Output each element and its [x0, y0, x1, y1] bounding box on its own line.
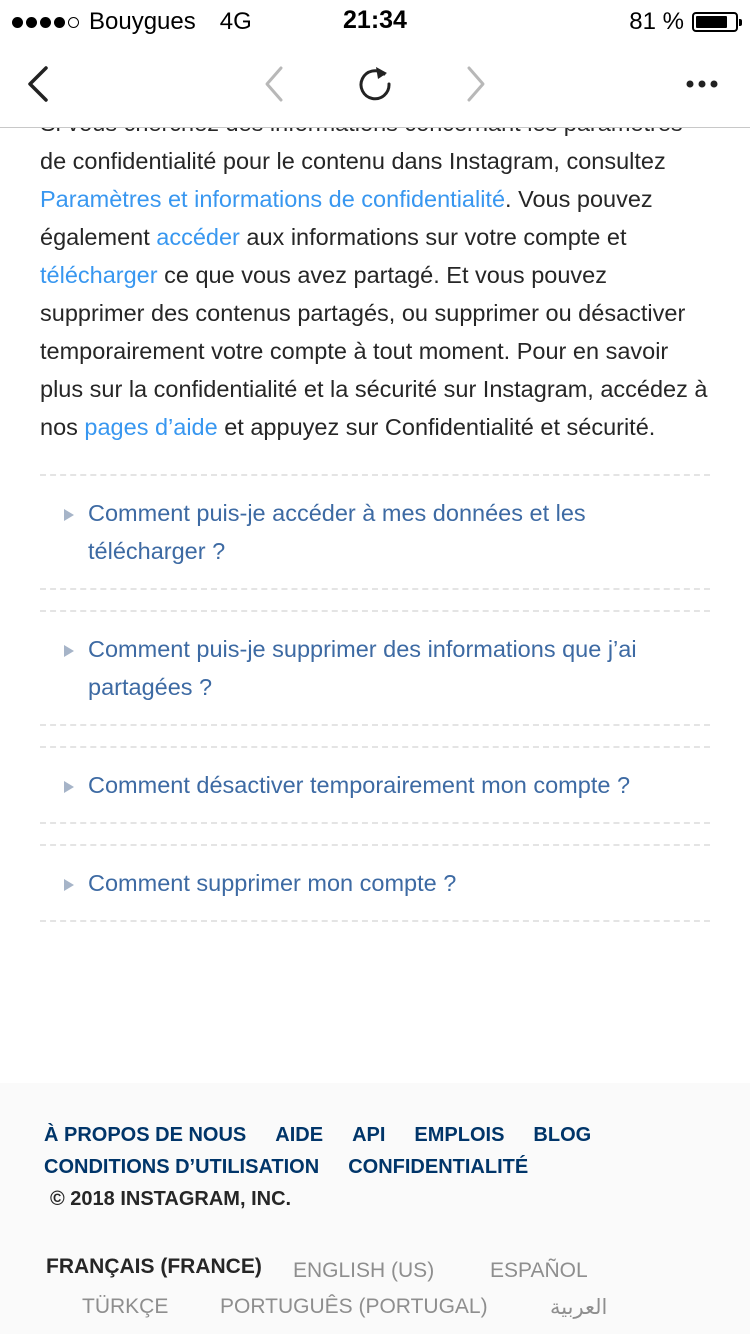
- more-button[interactable]: [672, 54, 732, 114]
- reload-icon: [354, 63, 396, 105]
- battery-percent: 81 %: [629, 8, 684, 35]
- footer-link-api[interactable]: API: [352, 1124, 386, 1146]
- link-privacy-settings[interactable]: Paramètres et informations de confidentialité: [40, 186, 506, 212]
- triangle-right-icon: [64, 645, 74, 657]
- faq-question: Comment puis-je supprimer des informations que j’ai partagées ?: [88, 636, 637, 700]
- link-download-data[interactable]: télécharger: [40, 262, 158, 288]
- footer-link-terms[interactable]: CONDITIONS D’UTILISATION: [44, 1156, 320, 1178]
- browser-nav-bar: [0, 40, 750, 128]
- footer-links-row: [44, 1119, 724, 1183]
- link-access-data[interactable]: accéder: [156, 224, 240, 250]
- lang-turkish[interactable]: TÜRKÇE: [82, 1295, 169, 1318]
- language-row: [46, 1291, 726, 1327]
- page-forward-button[interactable]: [445, 54, 505, 114]
- status-right: [629, 8, 738, 36]
- status-time: 21:34: [343, 6, 407, 34]
- battery-level: [696, 16, 727, 28]
- arrow-left-icon: [255, 64, 295, 104]
- faq-item-delete-info[interactable]: [40, 610, 710, 726]
- privacy-paragraph: de confidentialité pour le contenu dans Instagram, consultez Paramètres et informations de confidentialité. Vous pouvez également accéder aux informations sur votre compte et télécharger ce que vous avez partagé. Et vous pouvez supprimer des contenus partagés, ou supprimer ou désactiver temporairement votre compte à tout moment. Pour en savoir plus sur la confidentialité et la sécurité sur Instagram, accédez à nos pages d’aide et appuyez sur Confidentialité et sécurité.: [40, 148, 708, 440]
- chevron-left-icon: [20, 64, 60, 104]
- lang-arabic[interactable]: العربية: [550, 1296, 608, 1319]
- triangle-right-icon: [64, 879, 74, 891]
- back-button[interactable]: [10, 54, 70, 114]
- battery-icon: [692, 12, 738, 32]
- more-icon: [682, 64, 722, 104]
- faq-item-delete-account[interactable]: [40, 844, 710, 922]
- triangle-right-icon: [64, 509, 74, 521]
- reload-button[interactable]: [345, 54, 405, 114]
- carrier-name: Bouygues: [89, 8, 196, 35]
- lang-spanish[interactable]: ESPAÑOL: [490, 1259, 588, 1282]
- link-help-pages[interactable]: pages d’aide: [84, 414, 218, 440]
- footer-link-help[interactable]: AIDE: [275, 1124, 324, 1146]
- faq-item-access-download[interactable]: [40, 474, 710, 590]
- status-bar: [0, 0, 750, 40]
- faq-list: [40, 474, 710, 922]
- faq-question: Comment désactiver temporairement mon compte ?: [88, 772, 631, 798]
- faq-item-deactivate[interactable]: [40, 746, 710, 824]
- faq-question: Comment puis-je accéder à mes données et les télécharger ?: [88, 500, 586, 564]
- language-selector: [46, 1255, 726, 1327]
- footer-link-about[interactable]: À PROPOS DE NOUS: [44, 1124, 247, 1146]
- network-type: 4G: [219, 8, 252, 35]
- footer-link-jobs[interactable]: EMPLOIS: [414, 1124, 505, 1146]
- lang-french[interactable]: FRANÇAIS (FRANCE): [46, 1255, 262, 1278]
- language-row: [46, 1255, 726, 1291]
- lang-portuguese[interactable]: PORTUGUÊS (PORTUGAL): [220, 1295, 488, 1318]
- triangle-right-icon: [64, 781, 74, 793]
- copyright: © 2018 INSTAGRAM, INC.: [50, 1188, 292, 1210]
- arrow-right-icon: [455, 64, 495, 104]
- footer-link-privacy[interactable]: CONFIDENTIALITÉ: [348, 1156, 529, 1178]
- footer-links: [44, 1119, 724, 1215]
- lang-english[interactable]: ENGLISH (US): [293, 1259, 435, 1282]
- page-back-button[interactable]: [245, 54, 305, 114]
- faq-question: Comment supprimer mon compte ?: [88, 870, 457, 896]
- footer-link-blog[interactable]: BLOG: [533, 1124, 592, 1146]
- page-footer: [0, 1083, 750, 1334]
- help-article: [40, 104, 710, 942]
